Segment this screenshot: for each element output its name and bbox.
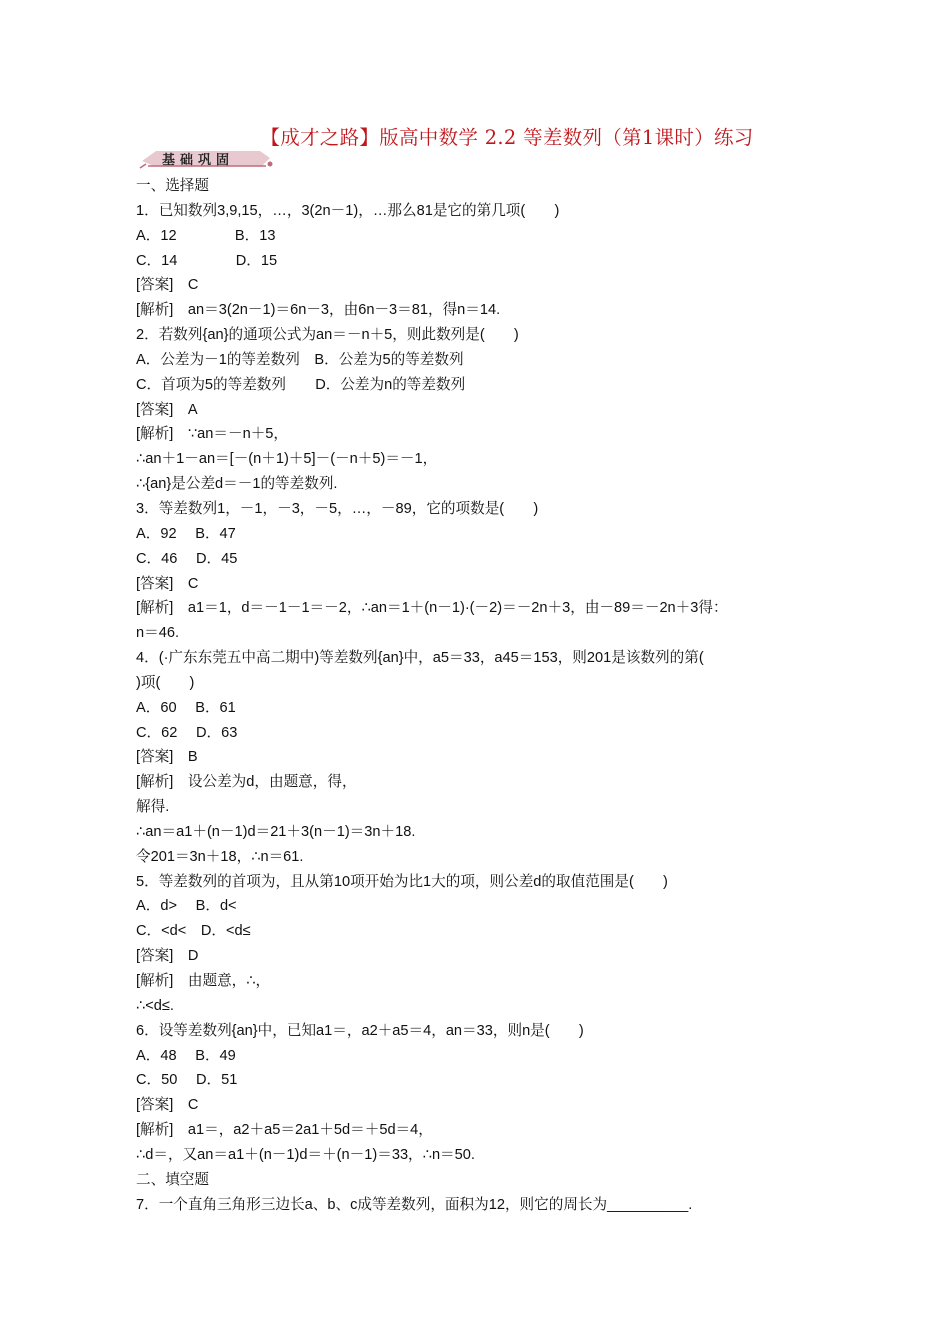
analysis-4-line-2: 解得. xyxy=(136,799,170,816)
answer-4: [答案] B xyxy=(136,749,198,766)
answer-1: [答案] C xyxy=(136,277,199,294)
options-4b: C．62 D．63 xyxy=(136,724,238,741)
analysis-5-line-1: [解析] 由题意，∴， xyxy=(136,973,271,989)
section-banner-label: 基础巩固 xyxy=(162,153,235,168)
question-2: 2．若数列{an}的通项公式为an＝－n＋5，则此数列是( ) xyxy=(136,327,519,344)
analysis-1: [解析] an＝3(2n－1)＝6n－3，由6n－3＝81，得n＝14. xyxy=(136,302,501,319)
options-3a: A．92 B．47 xyxy=(136,525,236,542)
question-4-line-1: 4．(·广东东莞五中高二期中)等差数列{an}中，a5＝33，a45＝153，则201是该数列的第( xyxy=(136,650,704,667)
question-1: 1．已知数列3,9,15，…，3(2n－1)，…那么81是它的第几项( ) xyxy=(136,202,560,219)
options-5b: C．<d< D．<d≤ xyxy=(136,923,251,940)
question-3: 3．等差数列1，－1，－3，－5，…，－89，它的项数是( ) xyxy=(136,500,539,517)
answer-6: [答案] C xyxy=(136,1097,199,1114)
analysis-4-line-3: ∴an＝a1＋(n－1)d＝21＋3(n－1)＝3n＋18. xyxy=(136,823,416,840)
analysis-3-line-2: n＝46. xyxy=(136,625,179,642)
options-6a: A．48 B．49 xyxy=(136,1047,236,1064)
analysis-5-line-2: ∴<d≤. xyxy=(136,997,174,1014)
document-body xyxy=(136,174,826,1217)
answer-5: [答案] D xyxy=(136,948,199,965)
section-heading-choice: 一、选择题 xyxy=(136,178,209,194)
page-title: 【成才之路】版高中数学 2.2 等差数列（第1课时）练习 xyxy=(260,126,754,149)
analysis-2-line-1: [解析] ∵an＝－n＋5， xyxy=(136,426,289,443)
options-6b: C．50 D．51 xyxy=(136,1072,238,1089)
question-4-line-2: )项( ) xyxy=(136,674,195,691)
answer-3: [答案] C xyxy=(136,575,199,592)
options-2b: C．首项为5的等差数列 D．公差为n的等差数列 xyxy=(136,376,466,393)
options-1a: A．12 B．13 xyxy=(136,227,276,244)
question-6: 6．设等差数列{an}中，已知a1＝，a2＋a5＝4，an＝33，则n是( ) xyxy=(136,1022,584,1039)
question-5: 5．等差数列的首项为，且从第10项开始为比1大的项，则公差d的取值范围是( ) xyxy=(136,873,668,890)
analysis-4-line-1: [解析] 设公差为d，由题意，得， xyxy=(136,774,357,791)
options-5a: A．d> B．d< xyxy=(136,898,237,915)
question-7: 7．一个直角三角形三边长a、b、c成等差数列，面积为12，则它的周长为__________. xyxy=(136,1196,693,1213)
analysis-2-line-3: ∴{an}是公差d＝－1的等差数列. xyxy=(136,476,338,493)
analysis-2-line-2: ∴an＋1－an＝[－(n＋1)＋5]－(－n＋5)＝－1， xyxy=(136,451,438,468)
answer-2: [答案] A xyxy=(136,401,198,418)
analysis-6-line-1: [解析] a1＝，a2＋a5＝2a1＋5d＝＋5d＝4， xyxy=(136,1122,433,1139)
analysis-6-line-2: ∴d＝，又an＝a1＋(n－1)d＝＋(n－1)＝33，∴n＝50. xyxy=(136,1146,475,1163)
options-1b: C．14 D．15 xyxy=(136,252,278,269)
options-2a: A．公差为－1的等差数列 B．公差为5的等差数列 xyxy=(136,351,464,368)
options-3b: C．46 D．45 xyxy=(136,550,238,567)
analysis-3-line-1: [解析] a1＝1，d＝－1－1＝－2，∴an＝1＋(n－1)·(－2)＝－2n＋3，由－89＝－2n＋3得： xyxy=(136,600,728,617)
options-4a: A．60 B．61 xyxy=(136,699,236,716)
section-banner xyxy=(138,148,278,170)
section-heading-fill: 二、填空题 xyxy=(136,1171,209,1188)
analysis-4-line-4: 令201＝3n＋18，∴n＝61. xyxy=(136,848,304,865)
